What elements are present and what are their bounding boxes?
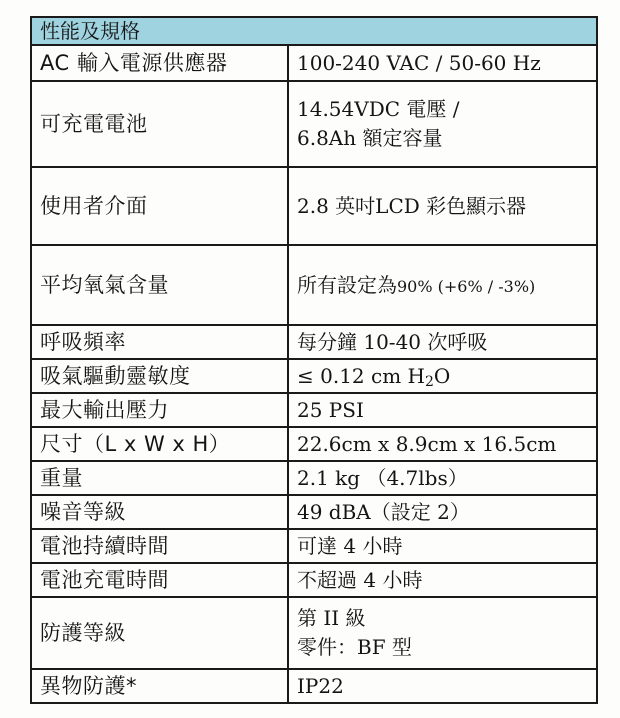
row-label-charge-time: 電池充電時間: [31, 563, 288, 597]
oxygen-percent: 90% (+6% / -3%): [397, 276, 536, 296]
row-label-weight: 重量: [31, 461, 288, 495]
battery-voltage: 14.54VDC 電壓 /: [297, 97, 460, 121]
protection-part-line: 零件：BF 型: [297, 635, 412, 659]
row-value-ui: 2.8 英吋LCD 彩色顯示器: [288, 167, 597, 245]
table-row: [31, 427, 597, 461]
table-row: [31, 597, 597, 669]
row-value-charge-time: 不超過 4 小時: [288, 563, 597, 597]
table-row: [31, 393, 597, 427]
table-row: [31, 461, 597, 495]
row-value-battery: [288, 81, 597, 167]
row-value-max-pressure: 25 PSI: [288, 393, 597, 427]
table-row: [31, 495, 597, 529]
table-row: [31, 529, 597, 563]
table-row: [31, 167, 597, 245]
spec-table: [30, 16, 598, 704]
table-row: [31, 245, 597, 325]
sensitivity-suffix: O: [433, 363, 451, 388]
row-value-oxygen: [288, 245, 597, 325]
row-value-weight: 2.1 kg （4.7lbs）: [288, 461, 597, 495]
row-label-oxygen: 平均氧氣含量: [31, 245, 288, 325]
row-label-battery: 可充電電池: [31, 81, 288, 167]
table-row: [31, 563, 597, 597]
row-label-battery-duration: 電池持續時間: [31, 529, 288, 563]
row-label-sensitivity: 吸氣驅動靈敏度: [31, 359, 288, 393]
row-label-max-pressure: 最大輸出壓力: [31, 393, 288, 427]
row-label-ac-input: AC 輸入電源供應器: [31, 45, 288, 81]
table-row: [31, 359, 597, 393]
sensitivity-prefix: ≤ 0.12 cm H: [297, 363, 425, 388]
row-label-protection-class: 防護等級: [31, 597, 288, 669]
row-label-breath-rate: 呼吸頻率: [31, 325, 288, 359]
row-value-battery-duration: 可達 4 小時: [288, 529, 597, 563]
row-value-ac-input: 100-240 VAC / 50-60 Hz: [288, 45, 597, 81]
row-label-ingress: 異物防護*: [31, 669, 288, 703]
oxygen-prefix: 所有設定為: [297, 272, 397, 297]
table-header-row: [31, 17, 597, 45]
row-value-ingress: IP22: [288, 669, 597, 703]
table-row: [31, 45, 597, 81]
table-row: [31, 81, 597, 167]
row-value-breath-rate: 每分鐘 10-40 次呼吸: [288, 325, 597, 359]
row-value-noise: 49 dBA（設定 2）: [288, 495, 597, 529]
battery-capacity: 6.8Ah 額定容量: [297, 126, 443, 150]
row-value-protection-class: [288, 597, 597, 669]
sensitivity-subscript: 2: [424, 373, 434, 390]
table-row: [31, 325, 597, 359]
row-label-noise: 噪音等級: [31, 495, 288, 529]
row-value-dimensions: 22.6cm x 8.9cm x 16.5cm: [288, 427, 597, 461]
row-label-ui: 使用者介面: [31, 167, 288, 245]
table-title: 性能及規格: [31, 17, 597, 45]
row-label-dimensions: 尺寸（L x W x H）: [31, 427, 288, 461]
row-value-sensitivity: [288, 359, 597, 393]
protection-class-line: 第 II 級: [297, 606, 366, 630]
table-row: [31, 669, 597, 703]
